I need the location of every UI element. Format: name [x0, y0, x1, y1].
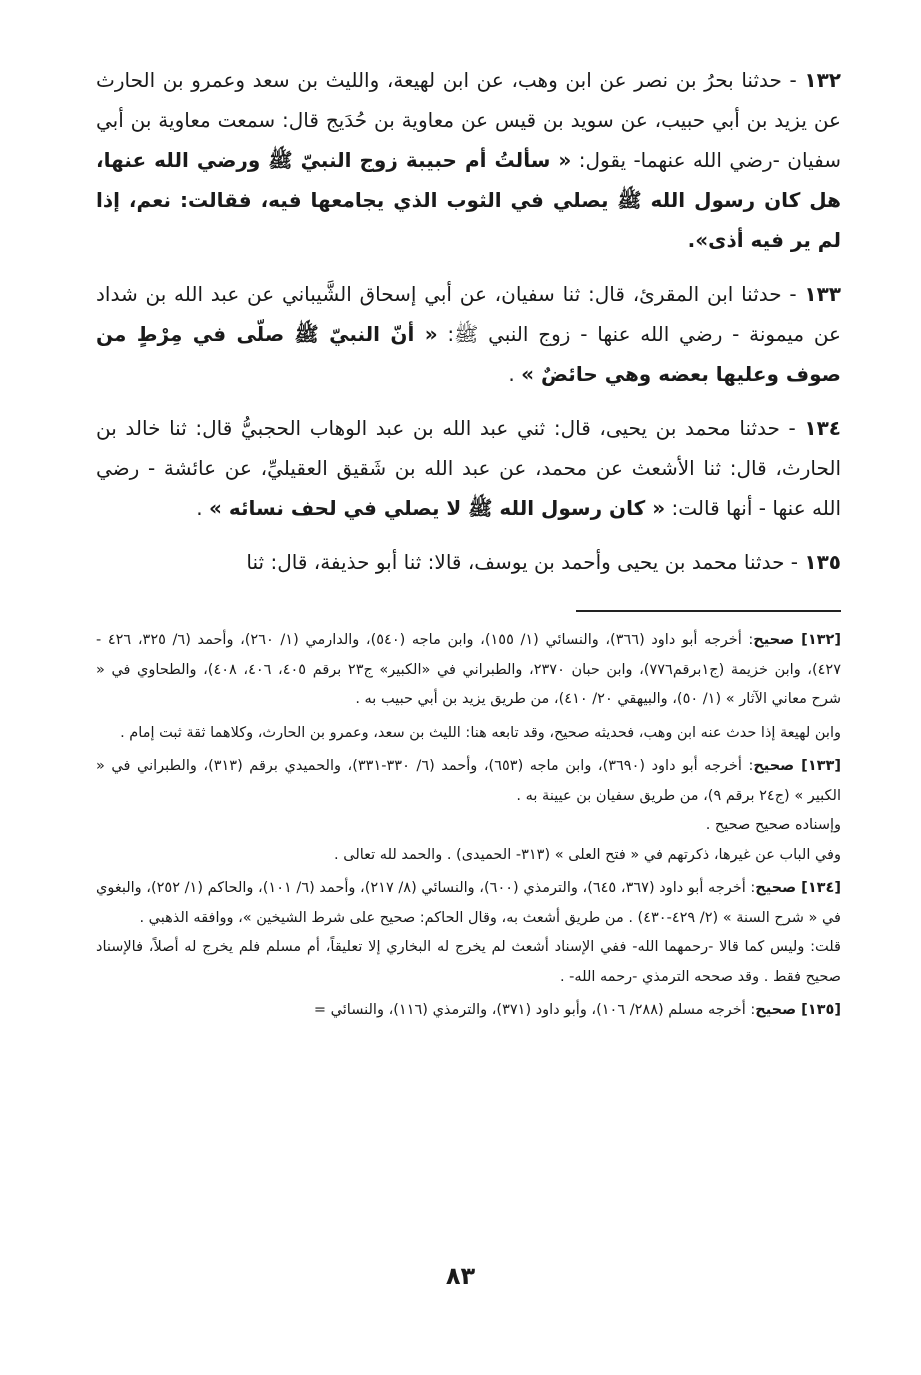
footnote-number: [١٣٤] صحيح — [755, 880, 842, 896]
footnote-text: وفي الباب عن غيرها، ذكرتهم في « فتح العلى » (٣١٣- الحميدى) . والحمد لله تعالى . — [334, 846, 841, 863]
hadith-matn: « أنّ النبيّ ﷺ صلّى في مِرْطٍ من صوف وعليها بعضه وهي حائضٌ » — [96, 322, 841, 386]
hadith-tail: . — [196, 496, 209, 520]
footnote-text: قلت: وليس كما قالا -رحمهما الله- ففي الإسناد أشعث لم يخرج له البخاري إلا تعليقاً، أم مسلم فلم يخرج له أصلاً، فالإسناد صحيح فقط . وقد صححه الترمذي -رحمه الله- . — [96, 939, 841, 985]
hadith-isnad: - حدثنا محمد بن يحيى وأحمد بن يوسف، قالا: ثنا أبو حذيفة، قال: ثنا — [246, 550, 805, 574]
footnote-135 — [96, 996, 841, 1026]
footnote-number: [١٣٣] صحيح — [753, 758, 842, 774]
hadith-number: ١٣٥ — [804, 550, 841, 574]
footnote-text: : أخرجه أبو داود (٣٦٦)، والنسائي (١/ ١٥٥)، وابن ماجه (٥٤٠)، والدارمي (١/ ٢٦٠)، وأحمد (٦/ ٣٢٥، ٤٢٦ - ٤٢٧)، وابن خزيمة (ج١برقم٧٧٦)، وابن حبان ٢٣٧٠، والطبراني في «الكبير» ج٢٣ برقم ٤٠٥، ٤٠٦، ٤٠٨)، والطحاوي في « شرح معاني الآثار » (١/ ٥٠)، والبيهقي ٢٠/ ٤١٠)، من طريق يزيد بن أبي حبيب به . — [96, 632, 842, 707]
hadith-matn: « سألتُ أم حبيبة زوج النبيّ ﷺ ورضي الله عنها، هل كان رسول الله ﷺ يصلي في الثوب الذي يجامعها فيه، فقالت: نعم، إذا لم ير فيه أذى». — [96, 148, 841, 252]
footnote-number: [١٣٥] صحيح — [755, 1002, 841, 1018]
hadith-matn: « كان رسول الله ﷺ لا يصلي في لحف نسائه » — [208, 496, 666, 520]
footnote-133-bab — [96, 841, 841, 871]
footnote-number: [١٣٢] صحيح — [753, 632, 842, 648]
footnote-separator — [576, 610, 841, 612]
page-number: ٨٣ — [445, 1262, 476, 1290]
hadith-133 — [96, 274, 841, 394]
footnote-text: وابن لهيعة إذا حدث عنه ابن وهب، فحديثه صحيح، وقد تابعه هنا: الليث بن سعد، وعمرو بن الحارث، وكلاهما ثقة ثبت إمام . — [120, 724, 841, 741]
footnote-134-comment — [96, 933, 841, 992]
footnote-134 — [96, 874, 841, 933]
hadith-number: ١٣٤ — [804, 416, 841, 440]
footnote-133-grade — [96, 811, 841, 841]
hadith-134 — [96, 408, 841, 528]
hadith-isnad: - حدثنا بحرُ بن نصر عن ابن وهب، عن ابن لهيعة، والليث بن سعد وعمرو بن الحارث عن يزيد بن أبي حبيب، عن سويد بن قيس عن معاوية بن حُدَيج قال: سمعت معاوية بن أبي سفيان -رضي الله عنهما- يقول: — [96, 68, 841, 172]
hadith-132 — [96, 60, 841, 260]
footnote-132-comment — [96, 719, 841, 749]
footnote-text: وإسناده صحيح صحيح . — [705, 817, 841, 833]
page-body — [96, 60, 841, 1340]
hadith-isnad: - حدثنا ابن المقرئ، قال: ثنا سفيان، عن أبي إسحاق الشَّيباني عن عبد الله بن شداد عن ميمونة - رضي الله عنها - زوج النبي ﷺ: — [96, 282, 841, 346]
footnote-133 — [96, 752, 841, 811]
hadith-tail: . — [508, 362, 522, 386]
hadith-isnad: - حدثنا محمد بن يحيى، قال: ثني عبد الله بن عبد الوهاب الحجبيُّ قال: ثنا خالد بن الحارث، قال: ثنا الأشعث عن محمد، عن عبد الله بن شَقيق العقيليِّ، عن عائشة - رضي الله عنها - أنها قالت: — [96, 416, 841, 520]
footnotes — [96, 626, 841, 1026]
hadith-number: ١٣٣ — [804, 282, 841, 306]
footnote-text: : أخرجه مسلم (٢٨٨/ ١٠٦)، وأبو داود (٣٧١)، والترمذي (١١٦)، والنسائي = — [313, 1002, 756, 1018]
footnote-132 — [96, 626, 841, 715]
footnote-text: : أخرجه أبو داود (٣٦٧، ٦٤٥)، والترمذي (٦٠٠)، والنسائي (٨/ ٢١٧)، وأحمد (٦/ ١٠١)، والحاكم (١/ ٢٥٢)، والبغوي في « شرح السنة » (٢/ ٤٢٩-٤٣٠) . من طريق أشعث به، وقال الحاكم: صحيح على شرط الشيخين »، ووافقه الذهبي . — [96, 880, 841, 926]
hadith-number: ١٣٢ — [804, 68, 841, 92]
hadith-135 — [96, 542, 841, 582]
footnote-text: : أخرجه أبو داود (٣٦٩٠)، وابن ماجه (٦٥٣)، وأحمد (٦/ ٣٣٠-٣٣١)، والحميدي برقم (٣١٣)، والطبراني في « الكبير » (ج٢٤ برقم ٩)، من طريق سفيان بن عيينة به . — [96, 758, 841, 804]
